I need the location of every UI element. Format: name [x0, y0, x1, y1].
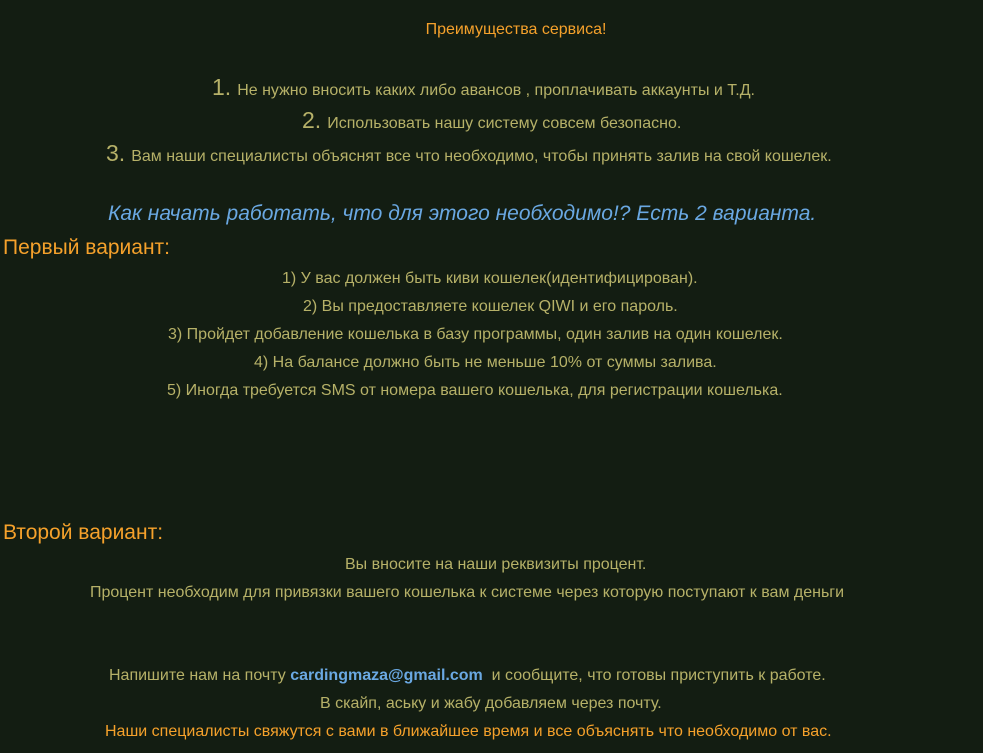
contact-line-1 [109, 667, 826, 685]
variant1-heading: Первый вариант: [3, 236, 171, 259]
advantage-text: Вам наши специалисты объяснят все что необходимо, чтобы принять залив на свой кошелек. [131, 148, 832, 165]
variant1-step: 5) Иногда требуется SMS от номера вашего кошелька, для регистрации кошелька. [167, 382, 783, 399]
advantage-number: 1. [212, 74, 232, 100]
advantage-text: Не нужно вносить каких либо авансов , проплачивать аккаунты и Т.Д. [237, 82, 755, 99]
contact-line-2: В скайп, аську и жабу добавляем через почту. [320, 695, 662, 712]
contact-suffix: и сообщите, что готовы приступить к работе. [491, 667, 826, 684]
variant1-step: 2) Вы предоставляете кошелек QIWI и его пароль. [303, 298, 678, 315]
advantage-item-1 [212, 74, 755, 101]
variant1-step: 1) У вас должен быть киви кошелек(идентифицирован). [282, 270, 698, 287]
email-link[interactable]: cardingmaza@gmail.com [290, 667, 483, 684]
contact-line-3: Наши специалисты свяжутся с вами в ближайшее время и все объяснять что необходимо от вас. [105, 723, 832, 740]
variant2-line: Вы вносите на наши реквизиты процент. [345, 556, 647, 573]
variant1-step: 4) На балансе должно быть не меньше 10% от суммы залива. [254, 354, 717, 371]
advantage-number: 2. [302, 107, 322, 133]
variant2-line: Процент необходим для привязки вашего кошелька к системе через которую поступают к вам деньги [90, 584, 845, 601]
howto-heading: Как начать работать, что для этого необходимо!? Есть 2 варианта. [108, 202, 817, 225]
variant2-heading: Второй вариант: [3, 521, 164, 544]
advantage-item-2 [302, 107, 681, 134]
page-title: Преимущества сервиса! [425, 21, 607, 38]
advantage-item-3 [106, 140, 832, 167]
variant1-step: 3) Пройдет добавление кошелька в базу программы, один залив на один кошелек. [168, 326, 783, 343]
advantage-number: 3. [106, 140, 126, 166]
advantage-text: Использовать нашу систему совсем безопасно. [327, 115, 682, 132]
contact-prefix: Напишите нам на почту [109, 667, 286, 684]
